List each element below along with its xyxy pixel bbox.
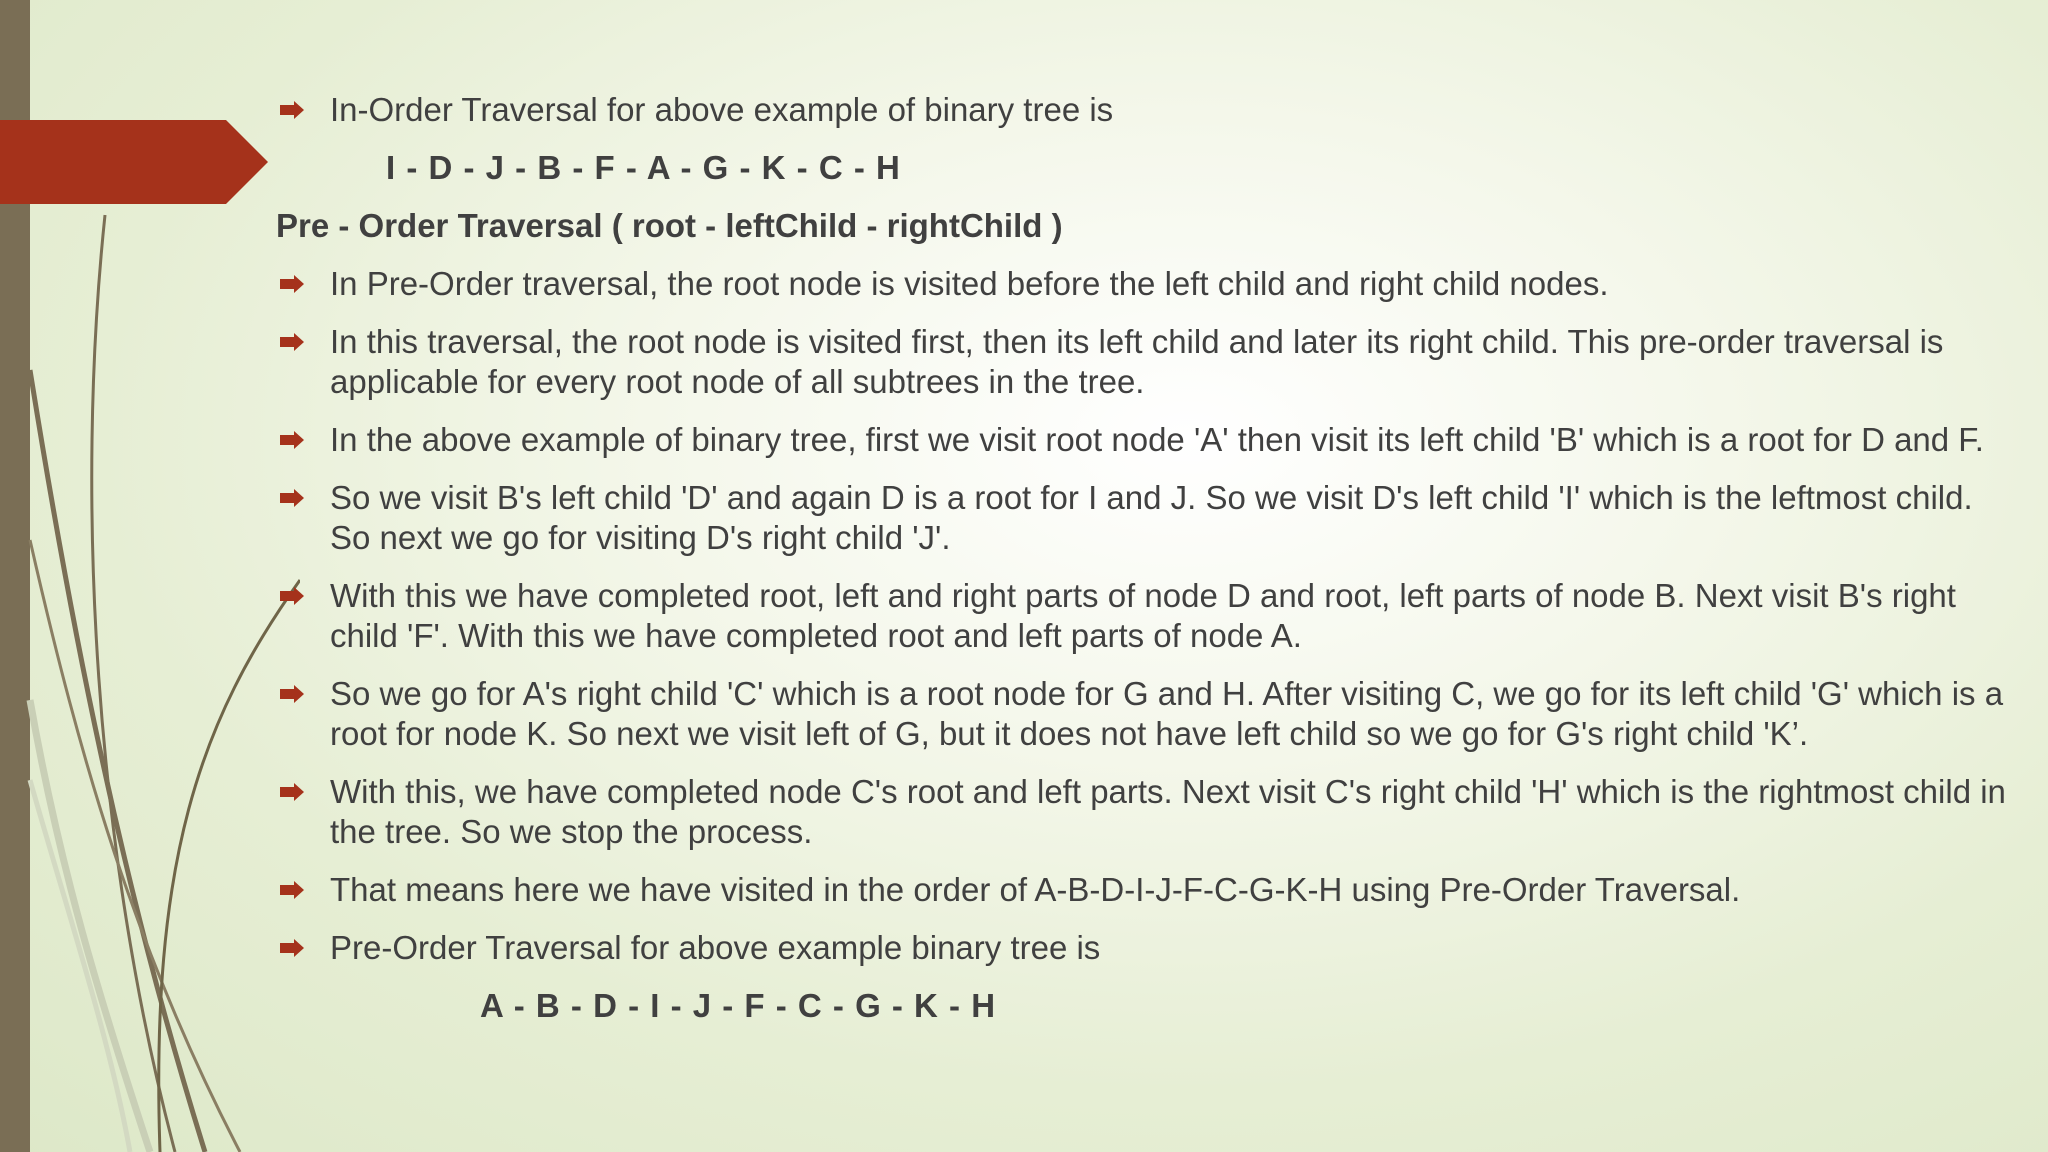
bullet-text: Pre-Order Traversal for above example binary tree is — [330, 929, 1101, 966]
bullet-text: In Pre-Order traversal, the root node is visited before the left child and right child nodes. — [330, 265, 1609, 302]
bullet-item — [276, 674, 2006, 754]
arrow-bullet-icon — [280, 489, 304, 507]
preorder-sequence: A - B - D - I - J - F - C - G - K - H — [480, 987, 997, 1024]
bullet-item — [276, 478, 2006, 558]
arrow-bullet-icon — [280, 587, 304, 605]
bullet-text: In this traversal, the root node is visited first, then its left child and later its right child. This pre-order traversal is applicable for every root node of all subtrees in the tree. — [330, 323, 1944, 400]
bullet-text: That means here we have visited in the order of A-B-D-I-J-F-C-G-K-H using Pre-Order Traversal. — [330, 871, 1741, 908]
inorder-sequence: I - D - J - B - F - A - G - K - C - H — [386, 149, 901, 186]
bullet-item — [276, 576, 2006, 656]
slide-content — [276, 90, 2006, 1044]
bullet-item — [276, 322, 2006, 402]
arrow-banner — [0, 120, 268, 204]
arrow-bullet-icon — [280, 939, 304, 957]
bullet-item — [276, 772, 2006, 852]
preorder-heading: Pre - Order Traversal ( root - leftChild - rightChild ) — [276, 207, 1063, 244]
bullet-text: With this, we have completed node C's root and left parts. Next visit C's right child 'H' which is the rightmost child in the tree. So we stop the process. — [330, 773, 2006, 850]
bullet-text: So we go for A's right child 'C' which is a root node for G and H. After visiting C, we go for its left child 'G' which is a root for node K. So next we visit left of G, but it does not have left child so we go for G's right child 'K’. — [330, 675, 2004, 752]
bullet-item — [276, 928, 2006, 968]
arrow-bullet-icon — [280, 333, 304, 351]
bullet-item — [276, 870, 2006, 910]
arrow-bullet-icon — [280, 685, 304, 703]
bullet-text: So we visit B's left child 'D' and again D is a root for I and J. So we visit D's left child 'I' which is the leftmost child. So next we go for visiting D's right child 'J'. — [330, 479, 1973, 556]
arrow-bullet-icon — [280, 101, 304, 119]
arrow-bullet-icon — [280, 881, 304, 899]
bullet-inorder-intro — [276, 90, 2006, 130]
arrow-bullet-icon — [280, 783, 304, 801]
bullet-text: With this we have completed root, left and right parts of node D and root, left parts of node B. Next visit B's right child 'F'. With this we have completed root and left parts of node A. — [330, 577, 1956, 654]
bullet-item — [276, 420, 2006, 460]
arrow-bullet-icon — [280, 275, 304, 293]
bullet-item — [276, 264, 2006, 304]
bullet-text: In the above example of binary tree, first we visit root node 'A' then visit its left child 'B' which is a root for D and F. — [330, 421, 1984, 458]
arrow-bullet-icon — [280, 431, 304, 449]
bullet-text: In-Order Traversal for above example of binary tree is — [330, 91, 1114, 128]
